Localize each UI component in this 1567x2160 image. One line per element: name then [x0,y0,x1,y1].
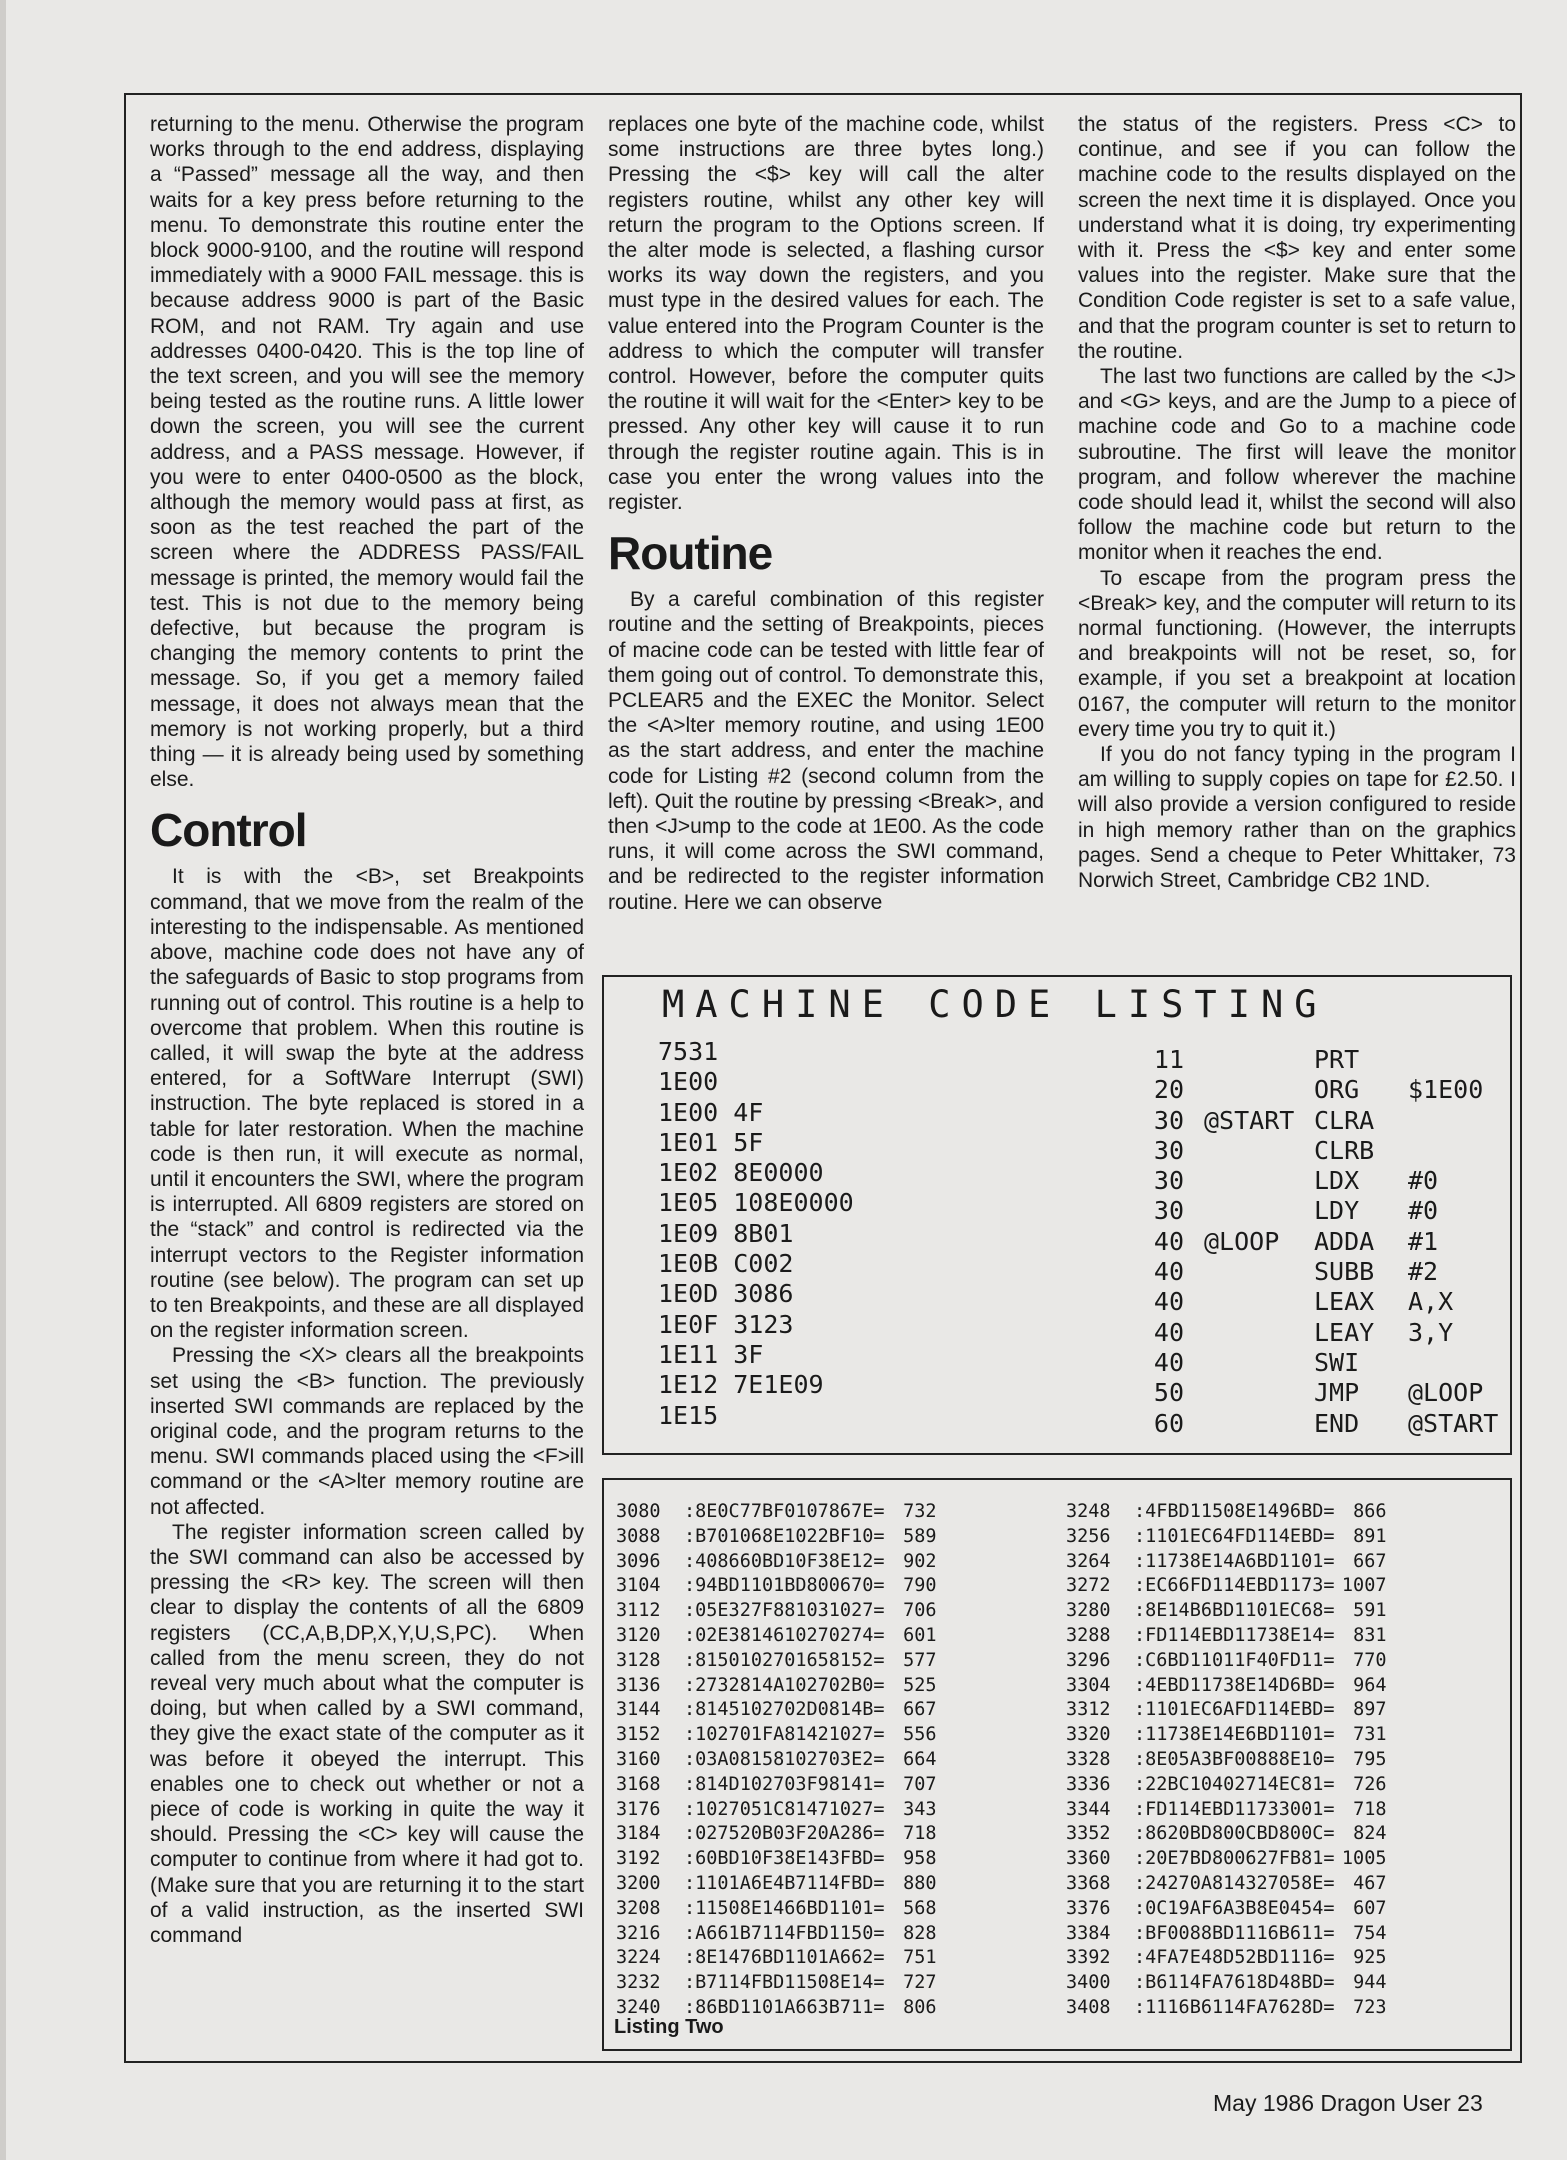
listing-data: :1101EC64FD114EBD= [1134,1525,1335,1547]
asm-line-number: 30 [1153,1105,1184,1135]
listing-data: :8150102701658152= [684,1649,885,1671]
listing-line [616,1773,936,1798]
listing-data: :C6BD11011F40FD11= [1134,1649,1335,1671]
listing-checksum: 754 [1353,1922,1387,1944]
listing-line [1066,1872,1386,1897]
listing-checksum: 897 [1353,1699,1387,1721]
asm-operand: A,X [1408,1287,1454,1317]
listing-data: :EC66FD114EBD1173= [1134,1575,1335,1597]
listing-data: :FD114EBD11733001= [1134,1798,1335,1820]
listing-checksum: 589 [903,1525,937,1547]
listing-line-number: 3400 [1066,1972,1111,1994]
asm-label [1184,1045,1314,1075]
listing-checksum: 607 [1353,1897,1387,1919]
asm-line-number: 40 [1153,1226,1184,1256]
listing-data: :8145102702D0814B= [684,1699,885,1721]
paragraph: To escape from the program press the <Break> key, and the computer will return to its normal functioning. (However, the interrupts and breakpoints will not be reset, so, for example, if you set a breakpoint at location 0167, the computer will return to the monitor every time you try to quit it.) [1078,566,1516,741]
listing-checksum: 866 [1353,1501,1387,1522]
listing-line-number: 3272 [1066,1575,1111,1597]
machine-code-hex-column [658,1037,854,1431]
listing-data: :1101EC6AFD114EBD= [1134,1699,1335,1721]
listing-checksum: 824 [1353,1823,1387,1845]
listing-data: :2732814A102702B0= [684,1674,885,1696]
asm-line [1124,1045,1498,1075]
listing-line [1066,1897,1386,1922]
paragraph: returning to the menu. Otherwise the program works through to the end address, displaying a “Passed” message all the way, and then waits for a key press before returning to the menu. To demonstrate this routine enter the block 9000-9100, and the routine will respond immediately with a 9000 FAIL message. this is because address 9000 is part of the Basic ROM, and not RAM. Try again and use addresses 0400-0420. This is the top line of the text screen, and you will see the memory being tested as the routine runs. A little lower down the screen, you will see the current address, and a PASS message. However, if you were to enter 0400-0500 as the block, although the memory would pass at first, as soon as the test reached the part of the screen where the ADDRESS PASS/FAIL message is printed, the memory would fail the test. This is not due to the memory being defective, but because the program is changing the memory contents to print the message. So, if you get a memory failed message, it does not always mean that the memory is not working properly, but a third thing — it is already being used by something else. [150,113,584,792]
listing-line-number: 3336 [1066,1773,1111,1795]
listing-data: :60BD10F38E143FBD= [684,1848,885,1870]
listing-line-number: 3384 [1066,1922,1111,1944]
asm-opcode: LEAY [1314,1317,1375,1347]
asm-line [1124,1348,1498,1378]
asm-opcode: LDY [1314,1196,1360,1226]
listing-line-number: 3376 [1066,1897,1111,1919]
listing-checksum: 467 [1353,1872,1387,1894]
listing-checksum: 601 [903,1624,937,1646]
asm-line-number: 40 [1153,1257,1184,1287]
asm-opcode: JMP [1314,1378,1360,1408]
asm-operand: 3,Y [1408,1317,1454,1347]
listing-checksum: 790 [903,1575,937,1597]
listing-line-number: 3240 [616,1996,661,2018]
listing-two-caption: Listing Two [614,2016,724,2038]
asm-line [1124,1196,1498,1226]
listing-checksum: 964 [1353,1674,1387,1696]
listing-line [616,1550,936,1575]
listing-data: :FD114EBD11738E14= [1134,1624,1335,1646]
heading-control: Control [150,804,307,857]
listing-line-number: 3168 [616,1773,661,1795]
listing-data: :02E3814610270274= [684,1624,885,1646]
listing-data: :1101A6E4B7114FBD= [684,1872,885,1894]
machine-code-title: MACHINE CODE LISTING [662,983,1328,1026]
listing-checksum: 591 [1353,1600,1387,1622]
listing-data: :05E327F881031027= [684,1600,885,1622]
listing-line [616,1698,936,1723]
listing-data: :22BC10402714EC81= [1134,1773,1335,1795]
hex-line: 1E01 5F [658,1127,764,1157]
listing-line-number: 3112 [616,1600,661,1622]
listing-checksum: 880 [903,1872,937,1894]
listing-data: :11738E14E6BD1101= [1134,1724,1335,1746]
listing-line-number: 3320 [1066,1724,1111,1746]
listing-checksum: 795 [1353,1748,1387,1770]
listing-line [616,1872,936,1897]
listing-line [1066,1971,1386,1996]
listing-line-number: 3160 [616,1748,661,1770]
listing-data: :1027051C81471027= [684,1798,885,1820]
listing-data: :8E14B6BD1101EC68= [1134,1600,1335,1622]
asm-line [1124,1378,1498,1408]
asm-label: @START [1204,1105,1295,1135]
listing-checksum: 726 [1353,1773,1387,1795]
hex-line: 1E0B C002 [658,1249,794,1279]
asm-opcode: CLRA [1314,1105,1375,1135]
listing-line-number: 3296 [1066,1649,1111,1671]
listing-line-number: 3184 [616,1823,661,1845]
machine-code-listing [602,975,1512,1455]
hex-line: 1E00 [658,1067,719,1097]
asm-line [1124,1106,1498,1136]
asm-operand: #1 [1408,1226,1439,1256]
listing-checksum: 343 [903,1798,937,1820]
listing-line [616,1922,936,1947]
listing-line [1066,1550,1386,1575]
asm-label: @LOOP [1204,1226,1280,1256]
asm-line-number: 30 [1153,1196,1184,1226]
asm-line [1124,1287,1498,1317]
hex-line: 1E11 3F [658,1339,764,1369]
listing-line [1066,1574,1386,1599]
listing-checksum: 667 [1353,1550,1387,1572]
listing-line-number: 3352 [1066,1823,1111,1845]
listing-line [616,1748,936,1773]
listing-data: :03A08158102703E2= [684,1748,885,1770]
listing-data: :A661B7114FBD1150= [684,1922,885,1944]
column-1 [150,112,584,1948]
asm-line [1124,1136,1498,1166]
listing-checksum: 751 [903,1947,937,1969]
listing-line [1066,1649,1386,1674]
listing-line-number: 3208 [616,1897,661,1919]
listing-line-number: 3088 [616,1525,661,1547]
listing-line-number: 3080 [616,1501,661,1522]
hex-line: 1E15 [658,1400,719,1430]
column-3 [1078,112,1516,893]
listing-line [1066,1996,1386,2021]
listing-line [616,1847,936,1872]
asm-opcode: LDX [1314,1166,1360,1196]
listing-checksum: 1005 [1341,1848,1387,1870]
listing-line-number: 3248 [1066,1501,1111,1522]
listing-checksum: 664 [903,1748,937,1770]
asm-label [1184,1318,1314,1348]
listing-data: :B701068E1022BF10= [684,1525,885,1547]
asm-line-number: 11 [1153,1045,1184,1074]
listing-line-number: 3120 [616,1624,661,1646]
hex-line: 1E12 7E1E09 [658,1370,824,1400]
asm-operand: #0 [1408,1196,1439,1226]
listing-data: :94BD1101BD800670= [684,1575,885,1597]
listing-line [1066,1698,1386,1723]
hex-line: 7531 [658,1037,719,1066]
asm-label [1184,1378,1314,1408]
listing-line [1066,1822,1386,1847]
listing-two-right-column [1066,1500,1386,2021]
hex-line: 1E05 108E0000 [658,1188,854,1218]
listing-data: :814D102703F98141= [684,1773,885,1795]
listing-checksum: 732 [903,1501,937,1522]
listing-checksum: 731 [1353,1724,1387,1746]
listing-line [616,1798,936,1823]
asm-opcode: SUBB [1314,1257,1375,1287]
listing-line [616,1574,936,1599]
asm-operand: @LOOP [1408,1378,1484,1408]
listing-line-number: 3368 [1066,1872,1111,1894]
paragraph: If you do not fancy typing in the program I am willing to supply copies on tape for £2.50. I will also provide a version configured to reside in high memory rather than on the graphics pages. Send a cheque to Peter Whittaker, 73 Norwich Street, Cambridge CB2 1ND. [1078,743,1516,893]
asm-line [1124,1075,1498,1105]
listing-data: :8E1476BD1101A662= [684,1947,885,1969]
listing-line-number: 3280 [1066,1600,1111,1622]
listing-data: :11738E14A6BD1101= [1134,1550,1335,1572]
asm-opcode: LEAX [1314,1287,1375,1317]
listing-line [616,1500,936,1525]
listing-checksum: 944 [1353,1972,1387,1994]
listing-line [1066,1748,1386,1773]
listing-line-number: 3328 [1066,1748,1111,1770]
listing-line-number: 3152 [616,1724,661,1746]
paragraph: Pressing the <X> clears all the breakpoints set using the <B> function. The previously inserted SWI commands are replaced by the original code, and the program returns to the menu. SWI commands placed using the <F>ill command or the <A>lter memory routine are not affected. [150,1344,584,1519]
listing-data: :027520B03F20A286= [684,1823,885,1845]
listing-checksum: 770 [1353,1649,1387,1671]
listing-data: :24270A814327058E= [1134,1872,1335,1894]
listing-line [616,1525,936,1550]
listing-checksum: 891 [1353,1525,1387,1547]
listing-line [616,1971,936,1996]
listing-data: :4FBD11508E1496BD= [1134,1501,1335,1522]
listing-line-number: 3344 [1066,1798,1111,1820]
listing-line [616,1624,936,1649]
listing-line [616,1599,936,1624]
listing-two-left-column [616,1500,936,2021]
page-edge [0,0,6,2160]
asm-label [1184,1136,1314,1166]
hex-line: 1E02 8E0000 [658,1158,824,1188]
listing-data: :86BD1101A663B711= [684,1996,885,2018]
hex-line: 1E09 8B01 [658,1218,794,1248]
asm-label [1184,1257,1314,1287]
listing-line-number: 3408 [1066,1996,1111,2018]
listing-checksum: 718 [903,1823,937,1845]
listing-line-number: 3216 [616,1922,661,1944]
listing-checksum: 828 [903,1922,937,1944]
listing-data: :8620BD800CBD800C= [1134,1823,1335,1845]
asm-line [1124,1166,1498,1196]
page-footer: May 1986 Dragon User 23 [1213,2090,1483,2116]
listing-checksum: 958 [903,1848,937,1870]
asm-line-number: 40 [1153,1317,1184,1347]
listing-data: :0C19AF6A3B8E0454= [1134,1897,1335,1919]
listing-checksum: 556 [903,1724,937,1746]
listing-checksum: 727 [903,1972,937,1994]
listing-line [1066,1798,1386,1823]
asm-line-number: 30 [1153,1135,1184,1165]
listing-line [616,1946,936,1971]
listing-checksum: 525 [903,1674,937,1696]
asm-line-number: 30 [1153,1166,1184,1196]
listing-checksum: 806 [903,1996,937,2018]
asm-opcode: SWI [1314,1347,1360,1377]
listing-line [1066,1946,1386,1971]
listing-checksum: 723 [1353,1996,1387,2018]
listing-line-number: 3232 [616,1972,661,1994]
listing-checksum: 707 [903,1773,937,1795]
listing-checksum: 577 [903,1649,937,1671]
asm-opcode: END [1314,1408,1360,1438]
asm-opcode: CLRB [1314,1135,1375,1165]
listing-line-number: 3200 [616,1872,661,1894]
heading-routine: Routine [608,527,773,580]
listing-data: :102701FA81421027= [684,1724,885,1746]
listing-checksum: 902 [903,1550,937,1572]
listing-data: :11508E1466BD1101= [684,1897,885,1919]
asm-label [1184,1075,1314,1105]
listing-checksum: 667 [903,1699,937,1721]
listing-data: :8E05A3BF00888E10= [1134,1748,1335,1770]
asm-opcode: ADDA [1314,1226,1375,1256]
paragraph: It is with the <B>, set Breakpoints command, that we move from the realm of the interesting to the indispensable. As mentioned above, machine code does not have any of the safeguards of Basic to stop programs from running out of control. This routine is a help to overcome that problem. When this routine is called, it will swap the byte at the address entered, for a SoftWare Interrupt (SWI) instruction. The byte replaced is stored in a table for later restoration. When the machine code is then run, it will execute as normal, until it encounters the SWI, where the program is interrupted. All 6809 registers are stored on the “stack” and control is redirected via the interrupt vectors to the Register information routine (see below). The program can set up to ten Breakpoints, and these are all displayed on the register information screen. [150,865,584,1343]
listing-line [1066,1773,1386,1798]
asm-line [1124,1409,1498,1439]
machine-code-asm-column [1124,1045,1498,1439]
listing-data: :4FA7E48D52BD1116= [1134,1947,1335,1969]
listing-checksum: 568 [903,1897,937,1919]
listing-line [1066,1723,1386,1748]
asm-operand: @START [1408,1408,1499,1438]
asm-line-number: 40 [1153,1287,1184,1317]
asm-label [1184,1196,1314,1226]
listing-line-number: 3104 [616,1575,661,1597]
asm-line-number: 50 [1153,1378,1184,1408]
listing-checksum: 831 [1353,1624,1387,1646]
listing-data: :4EBD11738E14D6BD= [1134,1674,1335,1696]
listing-line-number: 3392 [1066,1947,1111,1969]
asm-operand: $1E00 [1408,1075,1484,1105]
asm-line [1124,1227,1498,1257]
listing-line [1066,1500,1386,1525]
paragraph: The last two functions are called by the <J> and <G> keys, and are the Jump to a piece of machine code and Go to a machine code subroutine. The first will leave the monitor program, and follow wherever the machine code should lead it, whilst the second will also follow the machine code but return to the monitor when it reaches the end. [1078,365,1516,565]
listing-line-number: 3256 [1066,1525,1111,1547]
asm-line-number: 40 [1153,1347,1184,1377]
asm-operand: #0 [1408,1166,1439,1196]
listing-line [1066,1922,1386,1947]
listing-line [616,1674,936,1699]
listing-data: :B7114FBD11508E14= [684,1972,885,1994]
listing-line-number: 3176 [616,1798,661,1820]
listing-line [616,1649,936,1674]
listing-checksum: 706 [903,1600,937,1622]
listing-data: :20E7BD800627FB81= [1134,1848,1335,1870]
asm-label [1184,1409,1314,1439]
listing-line [1066,1525,1386,1550]
listing-line-number: 3128 [616,1649,661,1671]
listing-line-number: 3224 [616,1947,661,1969]
hex-line: 1E0F 3123 [658,1309,794,1339]
listing-line [1066,1624,1386,1649]
hex-line: 1E0D 3086 [658,1279,794,1309]
paragraph: replaces one byte of the machine code, whilst some instructions are three bytes long.) Pressing the <$> key will call the alter registers routine, whilst any other key will return the program to the Options screen. If the alter mode is selected, a flashing cursor works its way down the registers, and you must type in the desired values for each. The value entered into the Program Counter is the address to which the computer will transfer control. However, before the computer quits the routine it will wait for the <Enter> key to be pressed. Any other key will cause it to run through the register routine again. This is in case you enter the wrong values into the register. [608,113,1044,515]
listing-data: :BF0088BD1116B611= [1134,1922,1335,1944]
column-2 [608,112,1044,915]
hex-line: 1E00 4F [658,1097,764,1127]
listing-checksum: 718 [1353,1798,1387,1820]
listing-data: :8E0C77BF0107867E= [684,1501,885,1522]
asm-line-number: 20 [1153,1075,1184,1105]
listing-line [616,1897,936,1922]
listing-line-number: 3304 [1066,1674,1111,1696]
listing-checksum: 1007 [1341,1575,1387,1597]
listing-data: :1116B6114FA7628D= [1134,1996,1335,2018]
listing-data: :408660BD10F38E12= [684,1550,885,1572]
asm-opcode: PRT [1314,1045,1360,1074]
asm-label [1184,1166,1314,1196]
listing-checksum: 925 [1353,1947,1387,1969]
paragraph: The register information screen called by the SWI command can also be accessed by pressing the <R> key. The screen will then clear to display the contents of all the 6809 registers (CC,A,B,DP,X,Y,U,S,PC). When called from the menu screen, they do not reveal very much about what the computer is doing, but when called by a SWI command, they give the exact state of the computer as it was before it obeyed the interrupt. This enables one to check out whether or not a piece of code is working in quite the way it should. Pressing the <C> key will cause the computer to continue from where it had got to. (Make sure that you are returning it to the start of a valid instruction, as the inserted SWI command [150,1520,584,1948]
asm-line-number: 60 [1153,1408,1184,1438]
paragraph: By a careful combination of this register routine and the setting of Breakpoints, pieces of macine code can be tested with little fear of them going out of control. To demonstrate this, PCLEAR5 and the EXEC the Monitor. Select the <A>lter memory routine, and using 1E00 as the start address, and enter the machine code for Listing #2 (second column from the left). Quit the routine by pressing <Break>, and then <J>ump to the code at 1E00. As the code runs, it will come across the SWI command, and be redirected to the register information routine. Here we can observe [608,588,1044,914]
listing-two [602,1478,1512,2051]
listing-line [616,1723,936,1748]
listing-line [1066,1599,1386,1624]
asm-opcode: ORG [1314,1075,1360,1105]
listing-line [1066,1674,1386,1699]
listing-line-number: 3144 [616,1699,661,1721]
listing-data: :B6114FA7618D48BD= [1134,1972,1335,1994]
paragraph: the status of the registers. Press <C> to continue, and see if you can follow the machine code to the results displayed on the screen the next time it is displayed. Once you understand what it is doing, try experimenting with it. Press the <$> key and enter some values into the register. Make sure that the Condition Code register is set to a safe value, and that the program counter is set to return to the routine. [1078,113,1516,363]
listing-line [1066,1847,1386,1872]
listing-line-number: 3312 [1066,1699,1111,1721]
asm-line [1124,1318,1498,1348]
listing-line-number: 3096 [616,1550,661,1572]
listing-line-number: 3192 [616,1848,661,1870]
listing-line-number: 3360 [1066,1848,1111,1870]
asm-line [1124,1257,1498,1287]
asm-label [1184,1348,1314,1378]
listing-line-number: 3264 [1066,1550,1111,1572]
asm-label [1184,1287,1314,1317]
listing-line-number: 3288 [1066,1624,1111,1646]
listing-line [616,1822,936,1847]
listing-line-number: 3136 [616,1674,661,1696]
asm-operand: #2 [1408,1257,1439,1287]
